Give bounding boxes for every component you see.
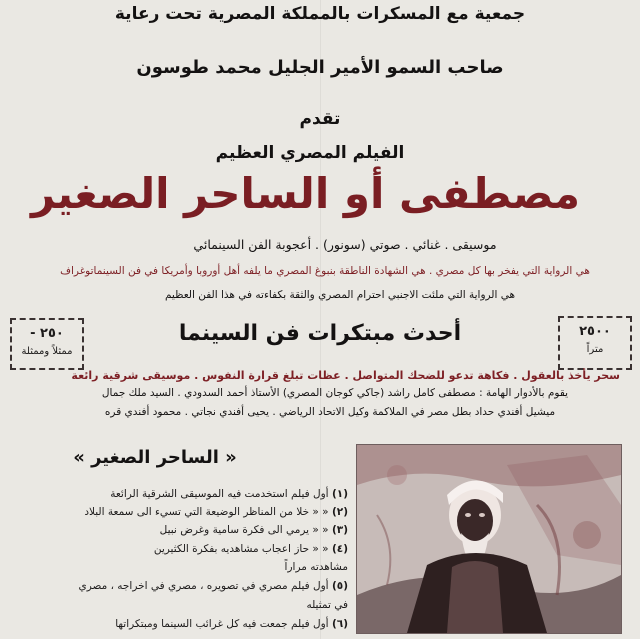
credits-line: موسيقى . غنائي . صوتي (سونور) . أعجوبة الفن السينمائي (193, 237, 497, 252)
film-still-photo (356, 444, 622, 634)
cast-count-badge (10, 318, 84, 370)
feature-item: في تمثيله (306, 599, 348, 611)
subheading: « الساحر الصغير » (73, 447, 237, 468)
film-still-image (357, 445, 621, 633)
feature-item: مشاهدته مراراً (284, 561, 348, 573)
film-label: الفيلم المصري العظيم (215, 143, 405, 163)
cast-count-value: ٢٥٠ - (30, 326, 64, 341)
feature-item: (٤) « « حاز اعجاب مشاهديه بفكرة الكثيرين (153, 543, 348, 555)
cast-count-unit: ممثلاً وممثلة (21, 346, 73, 357)
meter-length-badge (558, 316, 632, 370)
feature-item: (٢) « « خلا من المناظر الوضيعة التي تسيء الى سمعة البلاد (84, 506, 348, 518)
praise-line: سحر يأخذ بالعقول . فكاهة تدعو للضحك المتواصل . عظات تبلغ قرارة النفوس . موسيقى شرقية رائعة (71, 369, 620, 382)
patron-line: صاحب السمو الأمير الجليل محمد طوسون (136, 57, 504, 78)
association-line: جمعية مع المسكرات بالمملكة المصرية تحت رعاية (114, 4, 526, 24)
feature-item: (٦) أول فيلم جمعت فيه كل غرائب السينما ومبتكراتها (115, 618, 348, 630)
latest-innovation-heading: أحدث مبتكرات فن السينما (178, 321, 462, 346)
feature-item: (٥) أول فيلم مصري في تصويره ، مصري في اخراجه ، مصري (78, 580, 348, 592)
meter-length-value: ٢٥٠٠ (579, 324, 611, 339)
feature-item: (٣) « « يرمي الى فكرة سامية وغرض نبيل (159, 524, 348, 536)
description-line: هي الرواية التي يفخر بها كل مصري . هي الشهادة الناطقة بنبوغ المصري ما يلفه أهل أوروبا وأمريكا في فن السينماتوغراف (60, 265, 590, 277)
cast-line: يقوم بالأدوار الهامة : مصطفى كامل راشد (جاكي كوجان المصري) الأستاذ أحمد السدودي . السيد ملك جمال (101, 387, 569, 399)
cast-line: ميشيل أفندي حداد بطل مصر في الملاكمة وكيل الاتحاد الرياضي . يحيى أفندي نجاتي . محمود أفندي قره (104, 406, 556, 418)
meter-length-unit: متراً (586, 344, 604, 355)
presents-line: تقدم (299, 109, 341, 129)
feature-item: (١) أول فيلم استخدمت فيه الموسيقى الشرقية الرائعة (110, 488, 348, 500)
film-title: مصطفى أو الساحر الصغير (31, 169, 580, 218)
description-line: هي الرواية التي ملئت الاجنبي احترام المصري والثقة بكفاءته في هذا الفن العظيم (164, 289, 516, 301)
